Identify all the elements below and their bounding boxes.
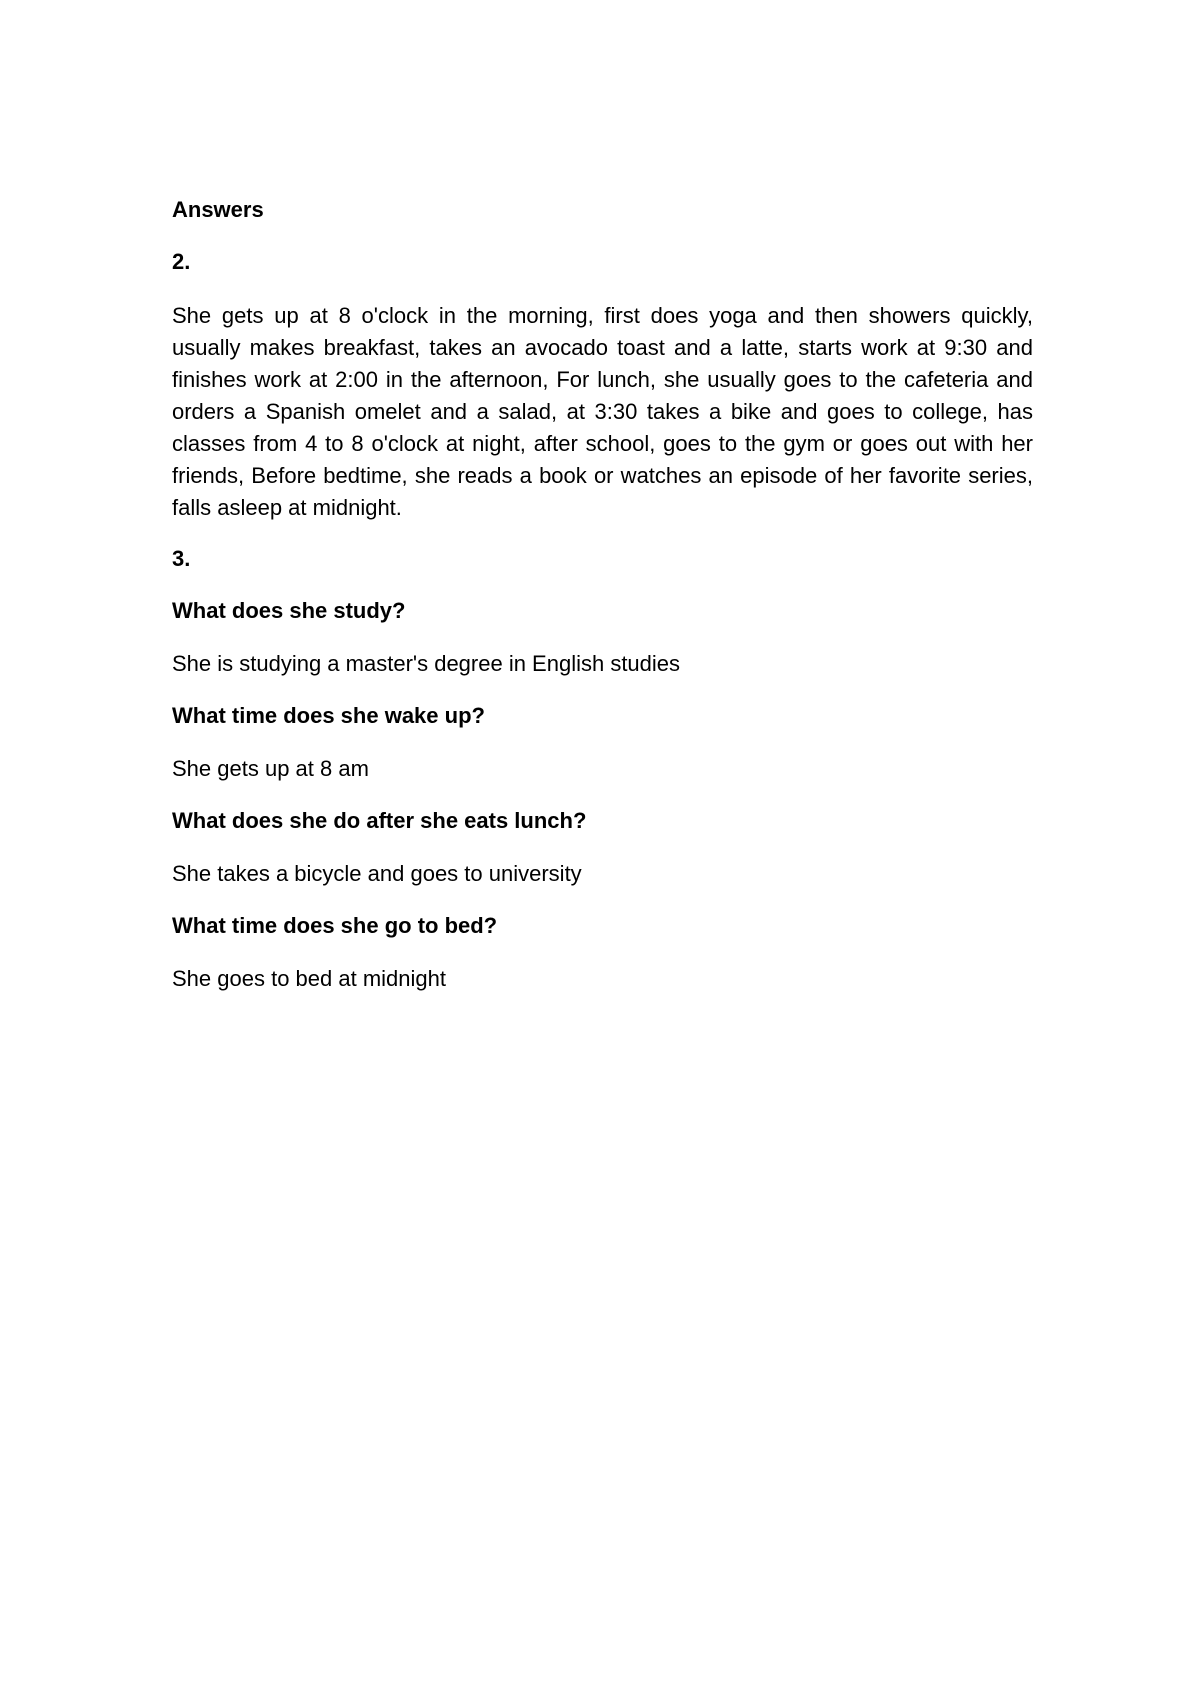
answer-2: She gets up at 8 am — [172, 756, 369, 781]
answer-3: She takes a bicycle and goes to university — [172, 861, 582, 886]
document-content — [172, 196, 1033, 1017]
question-2: What time does she wake up? — [172, 703, 485, 728]
document-title: Answers — [172, 197, 264, 222]
answer-4: She goes to bed at midnight — [172, 966, 446, 991]
section-3-number: 3. — [172, 546, 191, 571]
question-1: What does she study? — [172, 598, 406, 623]
question-3: What does she do after she eats lunch? — [172, 808, 587, 833]
answer-1: She is studying a master's degree in English studies — [172, 651, 681, 676]
question-4: What time does she go to bed? — [172, 913, 498, 938]
section-2-paragraph: She gets up at 8 o'clock in the morning, first does yoga and then showers quickly, usually makes breakfast, takes an avocado toast and a latte, starts work at 9:30 and finishes work at 2:00 in the afternoon, For lunch, she usually goes to the cafeteria and orders a Spanish omelet and a salad, at 3:30 takes a bike and goes to college, has classes from 4 to 8 o'clock at night, after school, goes to the gym or goes out with her friends, Before bedtime, she reads a book or watches an episode of her favorite series, falls asleep at midnight. — [172, 303, 1033, 520]
section-2-number: 2. — [172, 249, 191, 274]
